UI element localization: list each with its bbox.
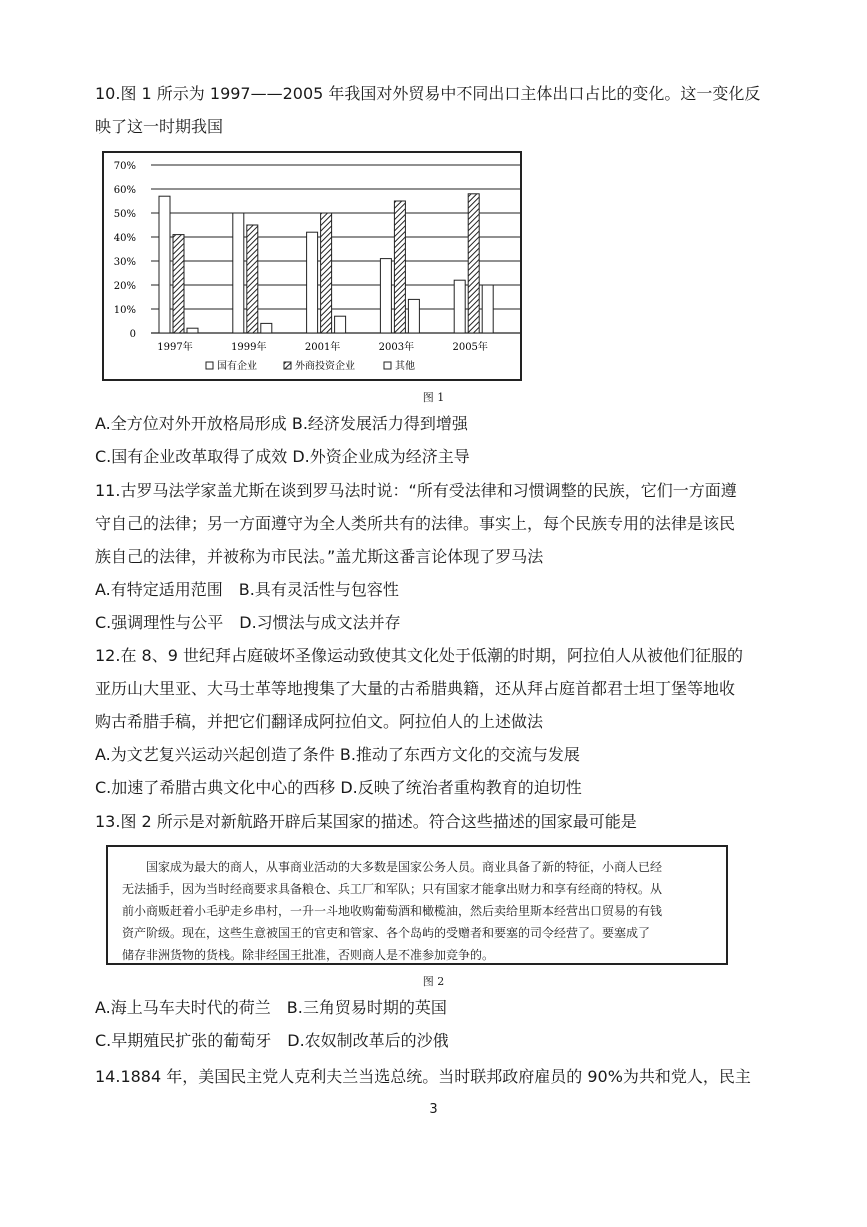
bar-其他 bbox=[187, 328, 198, 333]
q11-options-line-2: C.强调理性与公平 D.习惯法与成文法并存 bbox=[95, 613, 401, 632]
q13-options-line-1: A.海上马车夫时代的荷兰 B.三角贸易时期的英国 bbox=[95, 998, 447, 1017]
bar-其他 bbox=[335, 316, 346, 333]
q10-options-line-2: C.国有企业改革取得了成效 D.外资企业成为经济主导 bbox=[95, 447, 470, 466]
figure-2-line: 前小商贩赶着小毛驴走乡串村，一升一斗地收购葡萄酒和橄榄油，然后卖给里斯本经营出口贸易的有钱 bbox=[122, 904, 663, 918]
legend-label: 外商投资企业 bbox=[295, 361, 355, 372]
y-tick-label: 50% bbox=[113, 209, 136, 220]
bar-国有企业 bbox=[159, 196, 170, 333]
legend-swatch bbox=[206, 362, 213, 369]
y-tick-label: 10% bbox=[113, 305, 136, 316]
q10-stem-line-1: 10.图 1 所示为 1997——2005 年我国对外贸易中不同出口主体出口占比的变化。这一变化反 bbox=[95, 84, 761, 103]
y-tick-label: 0 bbox=[129, 329, 136, 340]
figure-2-line: 储存非洲货物的货栈。除非经国王批准，否则商人是不准参加竞争的。 bbox=[122, 948, 495, 962]
q12-stem-line-3: 购古希腊手稿，并把它们翻译成阿拉伯文。阿拉伯人的上述做法 bbox=[95, 712, 544, 731]
bar-外商投资企业 bbox=[173, 235, 184, 333]
y-tick-label: 20% bbox=[113, 281, 136, 292]
legend-label: 其他 bbox=[395, 361, 415, 372]
q10-options-line-1: A.全方位对外开放格局形成 B.经济发展活力得到增强 bbox=[95, 414, 468, 433]
y-tick-label: 30% bbox=[113, 257, 136, 268]
bar-外商投资企业 bbox=[394, 201, 405, 333]
legend-swatch bbox=[384, 362, 391, 369]
y-tick-label: 40% bbox=[113, 233, 136, 244]
y-tick-label: 60% bbox=[113, 185, 136, 196]
bar-国有企业 bbox=[307, 232, 318, 333]
x-tick-label: 2001年 bbox=[304, 342, 341, 353]
x-tick-label: 1997年 bbox=[157, 342, 193, 353]
q12-options-line-1: A.为文艺复兴运动兴起创造了条件 B.推动了东西方文化的交流与发展 bbox=[95, 745, 580, 764]
q14-stem-line-1: 14.1884 年，美国民主党人克利夫兰当选总统。当时联邦政府雇员的 90%为共和党人，民主 bbox=[95, 1067, 751, 1086]
q10-stem-line-2: 映了这一时期我国 bbox=[95, 117, 224, 136]
q11-stem-line-3: 族自己的法律，并被称为市民法。”盖尤斯这番言论体现了罗马法 bbox=[95, 547, 544, 566]
bar-国有企业 bbox=[380, 259, 391, 333]
bar-其他 bbox=[482, 285, 493, 333]
q11-options-line-1: A.有特定适用范围 B.具有灵活性与包容性 bbox=[95, 580, 399, 599]
x-tick-label: 2003年 bbox=[378, 342, 415, 353]
bar-其他 bbox=[261, 323, 272, 333]
bar-外商投资企业 bbox=[321, 213, 332, 333]
figure-1-chart bbox=[102, 151, 522, 381]
x-tick-label: 1999年 bbox=[231, 342, 267, 353]
figure-2-text-box bbox=[106, 845, 728, 965]
q13-stem-line-1: 13.图 2 所示是对新航路开辟后某国家的描述。符合这些描述的国家最可能是 bbox=[95, 812, 637, 831]
figure-2-line: 国家成为最大的商人，从事商业活动的大多数是国家公务人员。商业具备了新的特征，小商人已经 bbox=[122, 860, 663, 874]
q13-options-line-2: C.早期殖民扩张的葡萄牙 D.农奴制改革后的沙俄 bbox=[95, 1031, 449, 1050]
q11-stem-line-1: 11.古罗马法学家盖尤斯在谈到罗马法时说：“所有受法律和习惯调整的民族，它们一方面遵 bbox=[95, 481, 737, 500]
bar-外商投资企业 bbox=[468, 194, 479, 333]
q12-stem-line-2: 亚历山大里亚、大马士革等地搜集了大量的古希腊典籍，还从拜占庭首都君士坦丁堡等地收 bbox=[95, 679, 736, 698]
q12-options-line-2: C.加速了希腊古典文化中心的西移 D.反映了统治者重构教育的迫切性 bbox=[95, 778, 582, 797]
bar-外商投资企业 bbox=[247, 225, 258, 333]
bar-国有企业 bbox=[454, 280, 465, 333]
legend-label: 国有企业 bbox=[217, 361, 257, 372]
y-tick-label: 70% bbox=[113, 161, 136, 172]
figure-1-caption: 图 1 bbox=[422, 391, 445, 404]
figure-2-caption: 图 2 bbox=[422, 975, 445, 988]
figure-2-line: 无法插手，因为当时经商要求具备粮仓、兵工厂和军队；只有国家才能拿出财力和享有经商的特权。从 bbox=[122, 882, 663, 896]
bar-国有企业 bbox=[233, 213, 244, 333]
q11-stem-line-2: 守自己的法律；另一方面遵守为全人类所共有的法律。事实上，每个民族专用的法律是该民 bbox=[95, 514, 736, 533]
bar-chart-svg bbox=[104, 153, 520, 379]
bar-其他 bbox=[408, 299, 419, 333]
q12-stem-line-1: 12.在 8、9 世纪拜占庭破坏圣像运动致使其文化处于低潮的时期，阿拉伯人从被他们征服的 bbox=[95, 646, 743, 665]
page-number: 3 bbox=[429, 1102, 438, 1117]
legend-swatch bbox=[284, 362, 291, 369]
x-tick-label: 2005年 bbox=[452, 342, 488, 353]
figure-2-line: 资产阶级。现在，这些生意被国王的官吏和管家、各个岛屿的受赠者和要塞的司令经营了。要塞成了 bbox=[122, 926, 651, 940]
